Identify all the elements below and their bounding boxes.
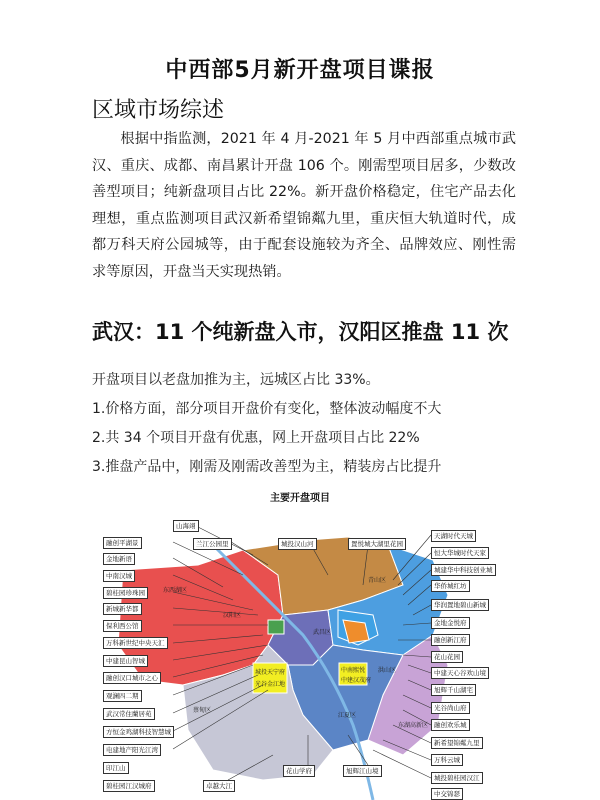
map-label: 旭辉江山境 [343,765,382,777]
overview-paragraph: 根据中指监测，2021 年 4 月-2021 年 5 月中西部重点城市武汉、重庆、成都、南昌累计开盘 106 个。刚需型项目居多，少数改善型项目；纯新盘项目占比 22%。新开盘价格稳定，住宅产品去化理想，重点监测项目武汉新希望锦粼九里，重庆恒大轨道时代，成都万科天府公园城等，由于配套设施较为齐全、品牌效应、刚性需求等原因，开盘当天实现热销。 [92,131,516,280]
district-label: 青山区 [368,577,387,584]
map-label: 融创欢乐城 [431,719,470,731]
map-label: 中南汉城 [103,570,135,582]
map-label: 华侨城红坊 [431,580,470,592]
district-label: 武昌区 [313,629,332,636]
map-label: 金地新语 [103,553,135,565]
map-label: 中建昆山智城 [103,655,148,667]
map-label: 观澜四二期 [103,690,142,702]
page-title: 中西部5月新开盘项目谍报 [165,58,435,83]
highlight-label: 光谷金江地 [255,681,286,688]
district-label: 东西湖区 [163,587,188,594]
overview-heading: 区域市场综述 [92,98,225,123]
map-label: 天湖时代天城 [431,530,476,542]
wuhan-product-line: 3.推盘产品中，刚需及刚需改善型为主，精装房占比提升 [92,459,442,475]
overview-section [92,126,516,285]
map-label: 万科云城 [431,754,463,766]
map-label: 金地金悦府 [431,617,470,629]
wuhan-summary-list [92,370,441,486]
map-label: 中交锦瑟 [431,788,463,800]
map-label: 印江山 [103,762,129,774]
wuhan-discount-line: 2.共 34 个项目开盘有优惠，网上开盘项目占比 22% [92,430,420,446]
map-label: 碧桂园江汉城府 [103,780,155,792]
map-label: 融创新江府 [431,634,470,646]
highlight-label: 城投天宁府 [255,669,286,676]
project-map [103,515,518,800]
map-label: 光谷尚山府 [431,702,470,714]
district-label: 东湖高新区 [398,722,429,729]
district-label: 蔡甸区 [193,707,212,714]
map-label: 城投汉山河 [278,538,317,550]
map-label: 置悦城大湖里花园 [348,538,406,550]
map-label: 中建天心谷欢山境 [431,667,489,679]
district-label: 洪山区 [378,667,397,674]
map-label: 恒大华城时代天家 [431,547,489,559]
map-label: 电建地产阳光江湾 [103,744,161,756]
map-title: 主要开盘项目 [270,493,330,504]
highlight-label: 中建汉茂府 [341,677,372,684]
map-label: 融创平湖景 [103,537,142,549]
map-label: 保利西公馆 [103,620,142,632]
map-label: 卓越大江 [203,780,235,792]
map-label: 花山花园 [431,651,463,663]
map-label: 旭辉千山湖宅 [431,684,476,696]
map-label: 花山学府 [283,765,315,777]
map-label: 华润置地碧山新城 [431,599,489,611]
map-label: 山海翊 [173,520,199,532]
map-label: 万科新世纪中央天汇 [103,637,168,649]
wuhan-summary-line: 开盘项目以老盘加推为主，远城区占比 33%。 [92,372,380,388]
map-label: 兰江公园里 [193,538,232,550]
wuhan-price-line: 1.价格方面，部分项目开盘价有变化，整体波动幅度不大 [92,401,442,417]
district-label: 汉阳区 [223,612,242,619]
map-label: 新城新华都 [103,603,142,615]
district-label: 江夏区 [338,712,357,719]
map-label: 方恒金鸡湖科技智慧城 [103,726,174,738]
map-green-patch [268,620,284,634]
map-label: 武汉常住蘭居苑 [103,708,155,720]
highlight-label: 中南熙悦 [341,667,366,674]
map-label: 城建华中科技创业城 [431,564,496,576]
map-label: 碧桂园珍珠园 [103,587,148,599]
wuhan-heading: 武汉：11 个纯新盘入市，汉阳区推盘 11 次 [92,320,509,344]
map-label: 城投碧桂园汉江 [431,772,483,784]
map-label: 新希望锦粼九里 [431,737,483,749]
map-label: 融创汉口城市之心 [103,672,161,684]
